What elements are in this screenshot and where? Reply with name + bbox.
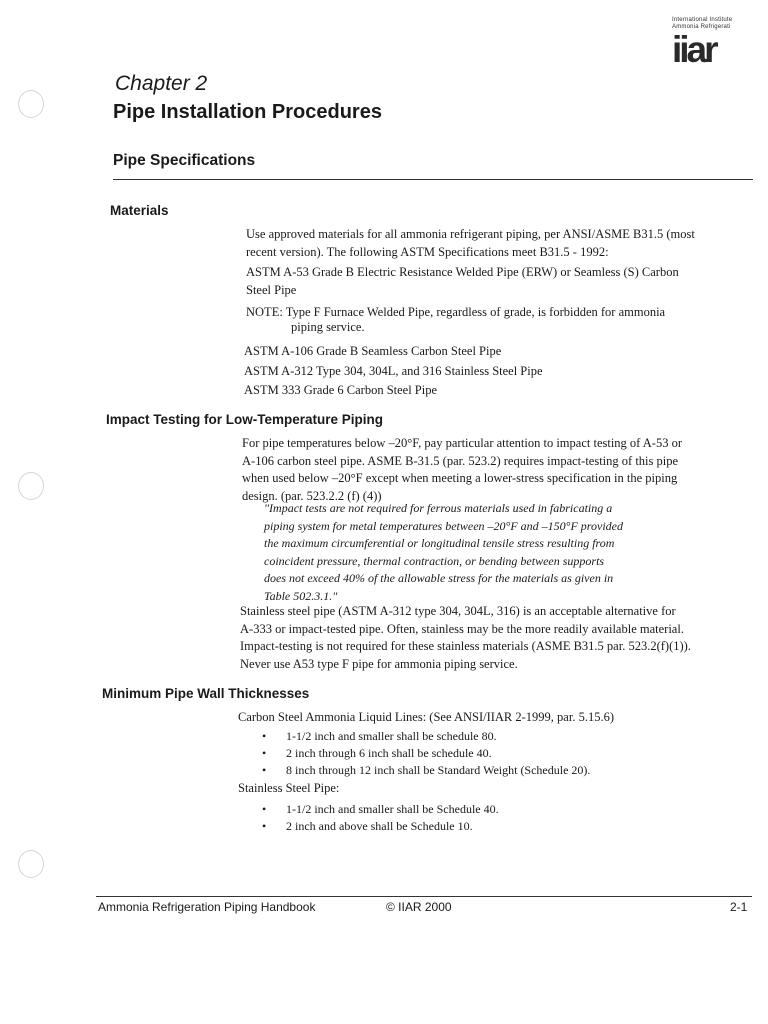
stainless-steel-intro: Stainless Steel Pipe: bbox=[238, 781, 340, 795]
impact-paragraph-2: Stainless steel pipe (ASTM A-312 type 304, 304L, 316) is an acceptable alternative for A-333 or impact-tested pipe. Often, stainless may be the more readily available material. Impact-testing is not required for these stainless materials (ASME B31.5 par. 523.2(f)(1)). bbox=[240, 604, 691, 653]
punch-hole-middle bbox=[18, 472, 44, 500]
footer-copyright: © IIAR 2000 bbox=[386, 900, 452, 914]
carbon-steel-intro: Carbon Steel Ammonia Liquid Lines: (See ANSI/IIAR 2-1999, par. 5.15.6) bbox=[238, 710, 614, 724]
impact-heading: Impact Testing for Low-Temperature Piping bbox=[106, 412, 384, 427]
logo-line-1: International Institute bbox=[672, 17, 733, 23]
list-item: • 8 inch through 12 inch shall be Standard Weight (Schedule 20). bbox=[286, 762, 590, 780]
bullet-icon: • bbox=[262, 746, 267, 760]
note-label: NOTE: bbox=[246, 305, 283, 319]
page-number: 2-1 bbox=[730, 900, 748, 914]
punch-hole-bottom bbox=[18, 850, 44, 878]
spec-a312: ASTM A-312 Type 304, 304L, and 316 Stainless Steel Pipe bbox=[244, 364, 543, 378]
bullet-icon: • bbox=[262, 802, 267, 816]
footer-rule bbox=[96, 896, 752, 897]
note-paragraph: NOTE: Type F Furnace Welded Pipe, regardless of grade, is forbidden for ammonia bbox=[246, 305, 666, 319]
impact-paragraph-3: Never use A53 type F pipe for ammonia piping service. bbox=[240, 657, 518, 671]
bullet-icon: • bbox=[262, 729, 267, 743]
materials-heading: Materials bbox=[110, 203, 169, 218]
impact-paragraph-1: For pipe temperatures below –20°F, pay particular attention to impact testing of A-53 or A-106 carbon steel pipe. ASME B-31.5 (par. 523.2) requires impact-testing of this pipe when used below –20°F except when meeting a lower-stress specification in the piping design. (par. 523.2.2 (f) (4)) bbox=[242, 436, 683, 503]
list-item: • 1-1/2 inch and smaller shall be Schedule 40. bbox=[286, 801, 499, 819]
section-heading: Pipe Specifications bbox=[113, 152, 256, 169]
spec-333: ASTM 333 Grade 6 Carbon Steel Pipe bbox=[244, 383, 438, 397]
spec-a106: ASTM A-106 Grade B Seamless Carbon Steel Pipe bbox=[244, 344, 502, 358]
bullet-icon: • bbox=[262, 819, 267, 833]
materials-intro: Use approved materials for all ammonia refrigerant piping, per ANSI/ASME B31.5 (most recent version). The following ASTM Specifications meet B31.5 - 1992: bbox=[246, 227, 695, 259]
iiar-logo: iiar bbox=[672, 29, 716, 70]
section-rule bbox=[113, 179, 753, 180]
footer-book-title: Ammonia Refrigeration Piping Handbook bbox=[98, 900, 316, 914]
wall-heading: Minimum Pipe Wall Thicknesses bbox=[102, 686, 310, 701]
list-item: • 2 inch and above shall be Schedule 10. bbox=[286, 818, 473, 836]
punch-hole-top bbox=[18, 90, 44, 118]
spec-a53: ASTM A-53 Grade B Electric Resistance Welded Pipe (ERW) or Seamless (S) Carbon Steel Pipe bbox=[246, 265, 679, 297]
chapter-label: Chapter 2 bbox=[115, 72, 208, 95]
logo-line-2: Ammonia Refrigerati bbox=[672, 24, 731, 30]
page-title: Pipe Installation Procedures bbox=[113, 101, 382, 123]
list-item: • 2 inch through 6 inch shall be schedule 40. bbox=[286, 745, 492, 763]
impact-quote: "Impact tests are not required for ferrous materials used in fabricating a piping system for metal temperatures between –20°F and –150°F provided the maximum circumferential or longitudinal tensile stress resulting from coincident pressure, thermal contraction, or bending between supports does not exceed 40% of the allowable stress for the materials as given in Table 502.3.1." bbox=[264, 501, 623, 603]
bullet-icon: • bbox=[262, 763, 267, 777]
note-continuation: piping service. bbox=[291, 320, 365, 334]
list-item: • 1-1/2 inch and smaller shall be schedule 80. bbox=[286, 728, 497, 746]
